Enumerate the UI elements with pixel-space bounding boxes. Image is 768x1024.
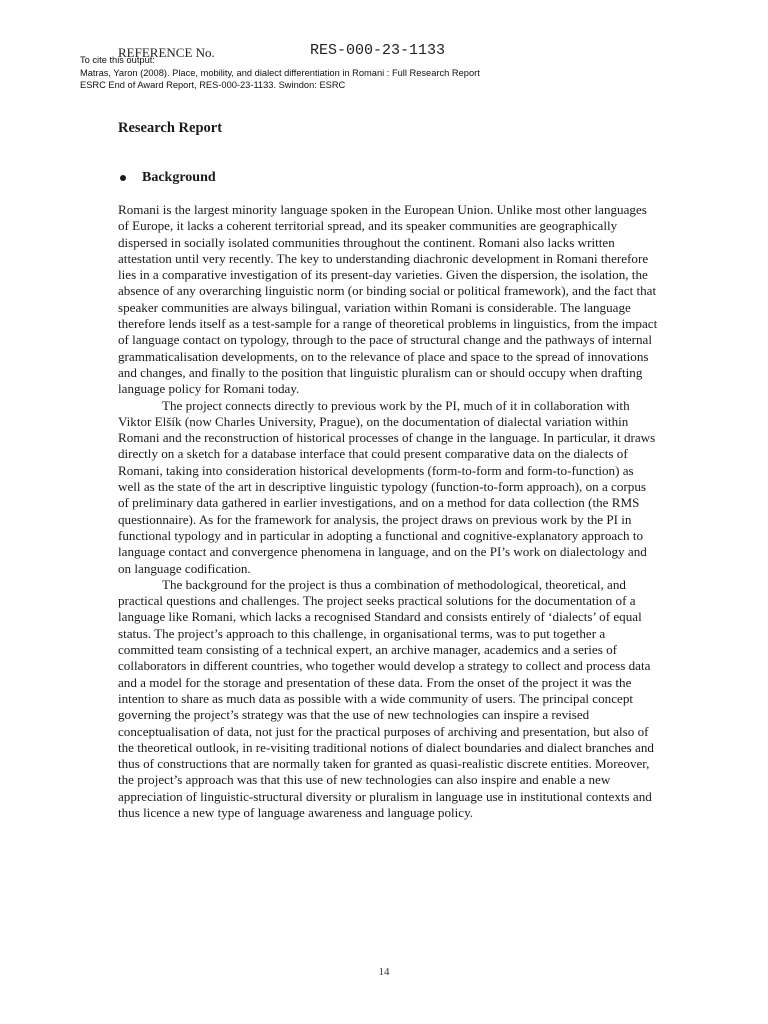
section-heading (118, 170, 216, 186)
report-title: Research Report (118, 120, 223, 136)
body-text (118, 202, 658, 821)
reference-number: RES-000-23-1133 (310, 42, 446, 59)
bullet-icon (120, 175, 126, 181)
citation-line-1: Matras, Yaron (2008). Place, mobility, and dialect differentiation in Romani : Full Research Report (80, 68, 480, 78)
paragraph: Romani is the largest minority language spoken in the European Union. Unlike most other languages of Europe, it lacks a coherent territorial spread, and its speaker communities are geographically dispersed in socially isolated communities throughout the continent. Romani also lacks written attestation until very recently. The key to understanding diachronic development in Romani therefore lies in a comparative investigation of its present-day varieties. Given the dispersion, the isolation, the absence of any overarching linguistic norm (or binding social or political framework), and the fact that speaker communities are always bilingual, variation within Romani is considerable. The language therefore lends itself as a test-sample for a range of theoretical problems in linguistics, from the impact of language contact on typology, through to the pace of structural change and the pathways of internal grammaticalisation developments, on to the relevance of place and space to the spread of innovations and changes, and finally to the position that linguistic pluralism can or should occupy when drafting language policy for Romani today. (118, 202, 658, 397)
page-number: 14 (378, 966, 390, 978)
section-heading-label: Background (142, 170, 216, 185)
paragraph: The background for the project is thus a combination of methodological, theoretical, and practical questions and challenges. The project seeks practical solutions for the documentation of a language like Romani, which lacks a recognised Standard and consists entirely of ‘dialects’ of equal status. The project’s approach to this challenge, in organisational terms, was to put together a committed team consisting of a technical expert, an archive manager, academics and a series of collaborators in different countries, who together would develop a strategy to collect and process data and a model for the storage and presentation of these data. From the onset of the project it was the intention to share as much data as possible with a wide community of users. The principal concept governing the project’s strategy was that the use of new technologies can inspire a revised conceptualisation of data, not just for the practical purposes of archiving and presentation, but also of the theoretical outlook, in re-visiting traditional notions of dialect boundaries and dialect branches and thus of constructions that are normally taken for granted as quasi-realistic discrete entities. Moreover, the project’s approach was that this use of new technologies can also inspire and enable a new appreciation of linguistic-structural diversity or pluralism in language use in institutional contexts and thus licence a new type of language awareness and language policy. (118, 576, 654, 820)
citation-lead: To cite this output: (80, 55, 155, 65)
reference-label: REFERENCE No. (118, 45, 215, 60)
paragraph: The project connects directly to previous work by the PI, much of it in collaboration with Viktor Elšík (now Charles University, Prague), on the documentation of dialectal variation within Romani and the reconstruction of historical processes of change in the language. In particular, it draws directly on a sketch for a database interface that could present comparative data on the dialects of Romani, taking into consideration historical developments (form-to-form and form-to-function) as well as the state of the art in descriptive linguistic typology (function-to-form approach), on a corpus of preliminary data gathered in earlier investigations, and on a method for data collection (the RMS questionnaire). As for the framework for analysis, the project draws on previous work by the PI in functional typology and in particular in adopting a functional and cognitive-explanatory approach to language contact and convergence phenomena in language, and on the PI’s work on dialectology and on language codification. (118, 397, 656, 576)
citation-line-2: ESRC End of Award Report, RES-000-23-1133. Swindon: ESRC (80, 80, 346, 90)
